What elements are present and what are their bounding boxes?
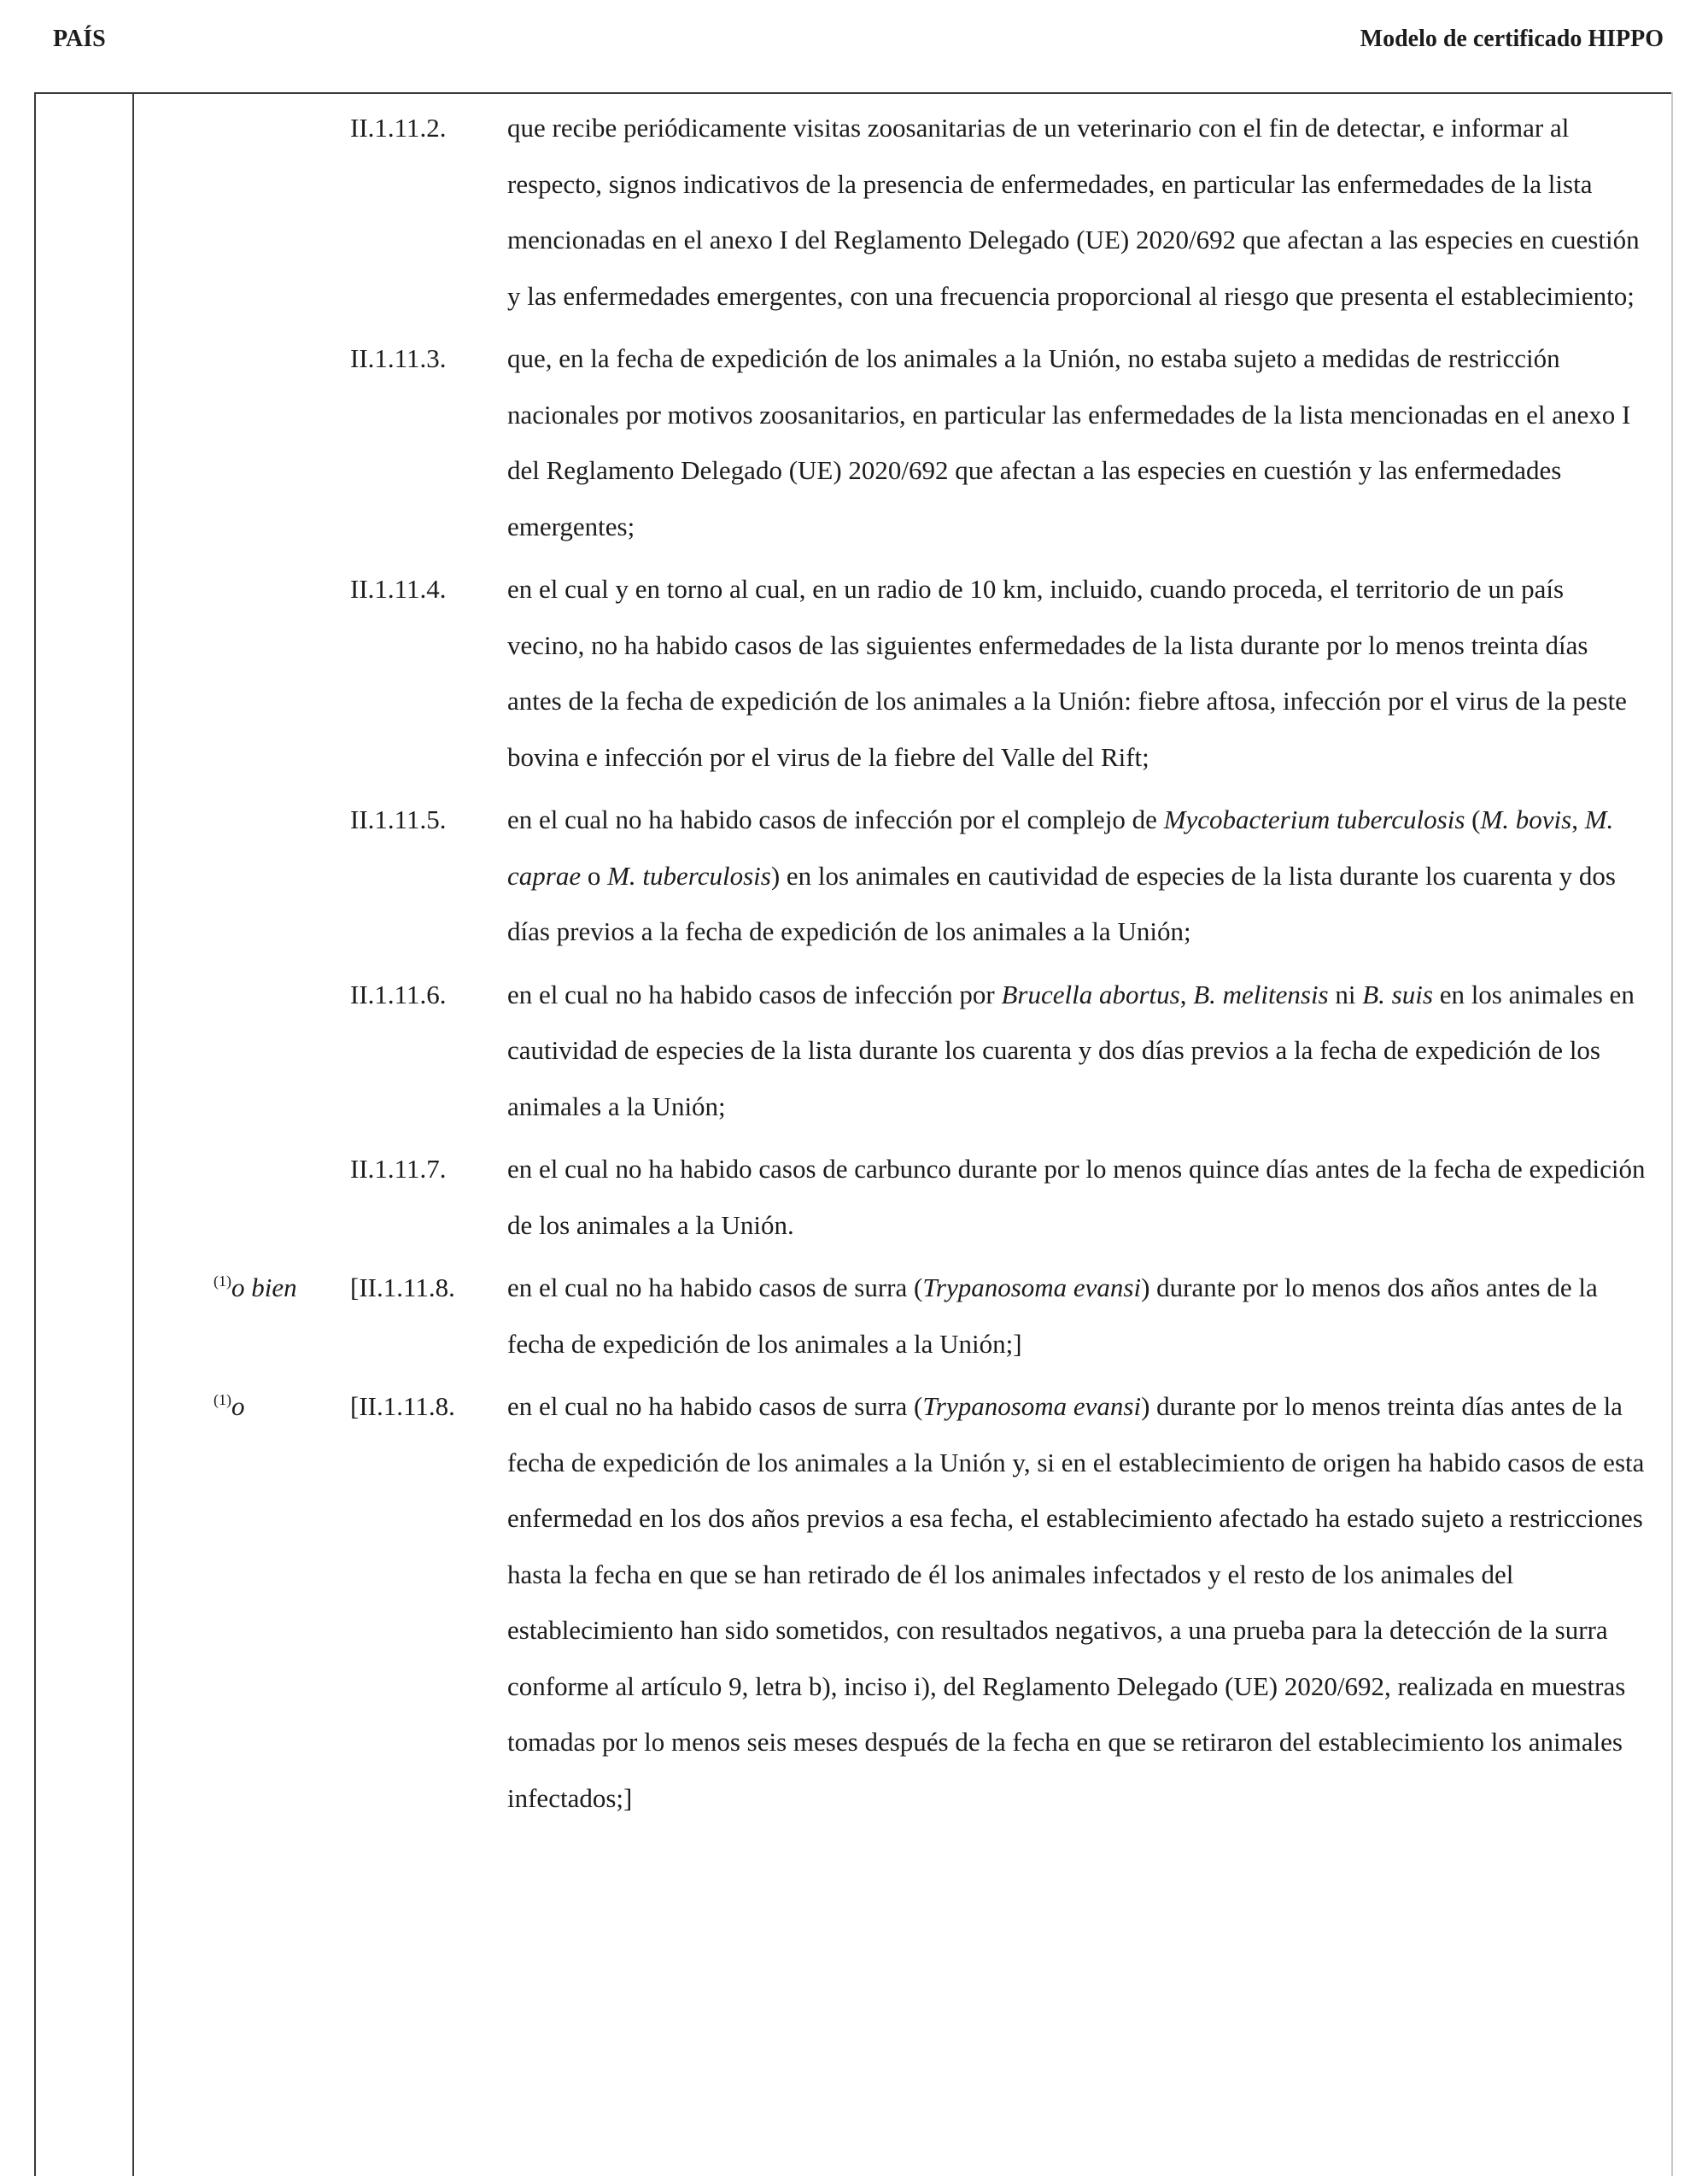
text-segment: , xyxy=(1179,979,1194,1009)
clause-text xyxy=(507,792,1647,960)
clause-text xyxy=(507,561,1647,785)
frame-right-border xyxy=(1671,92,1673,2176)
clause-text xyxy=(507,100,1647,324)
clause-number: [II.1.11.8. xyxy=(350,1272,455,1302)
italic-term: Brucella abortus xyxy=(1001,979,1180,1009)
clause-number: II.1.11.4. xyxy=(350,574,447,604)
text-segment: que recibe periódicamente visitas zoosanitarias de un veterinario con el fin de detectar, e informar al respecto, signos indicativos de la presencia de enfermedades, en particular las enfermedades de la lista mencionadas en el anexo I del Reglamento Delegado (UE) 2020/692 que afectan a las especies en cuestión y las enfermedades emergentes, con una frecuencia proporcional al riesgo que presenta el establecimiento; xyxy=(507,113,1640,311)
frame-margin-border xyxy=(132,92,134,2176)
clause-number: [II.1.11.8. xyxy=(350,1391,455,1421)
clause-item xyxy=(214,792,1665,960)
frame-left-border xyxy=(34,92,36,2176)
header-country: PAÍS xyxy=(53,26,106,52)
text-segment: ) durante por lo menos dos años antes de la fecha de expedición de los animales a la Unión;] xyxy=(507,1272,1598,1359)
italic-term: B. melitensis xyxy=(1193,979,1329,1009)
footnote-marker: (1) xyxy=(214,1272,231,1290)
text-segment: ( xyxy=(1465,804,1481,834)
text-segment: ) durante por lo menos treinta días antes de la fecha de expedición de los animales a la Unión y, si en el establecimiento de origen ha habido casos de esta enfermedad en los dos años previos a esa fecha, el establecimiento afectado ha estado sujeto a restricciones hasta la fecha en que se han retirado de él los animales infectados y el resto de los animales del establecimiento han sido sometidos, con resultados negativos, a una prueba para la detección de la surra conforme al artículo 9, letra b), inciso i), del Reglamento Delegado (UE) 2020/692, realizada en muestras tomadas por lo menos seis meses después de la fecha en que se retiraron del establecimiento los animales infectados;] xyxy=(507,1391,1645,1813)
option-word: o bien xyxy=(231,1272,297,1302)
clause-item xyxy=(214,1141,1665,1253)
italic-term: B. suis xyxy=(1362,979,1433,1009)
clause-item xyxy=(214,100,1665,324)
text-segment: en el cual no ha habido casos de surra ( xyxy=(507,1391,923,1421)
text-segment: ni xyxy=(1328,979,1363,1009)
clause-option-marker xyxy=(214,1378,350,1435)
clause-text xyxy=(507,1378,1647,1826)
text-segment: en el cual no ha habido casos de carbunco durante por lo menos quince días antes de la fecha de expedición de los animales a la Unión. xyxy=(507,1154,1646,1240)
text-segment: en el cual y en torno al cual, en un radio de 10 km, incluido, cuando proceda, el territorio de un país vecino, no ha habido casos de las siguientes enfermedades de la lista durante por lo menos treinta días antes de la fecha de expedición de los animales a la Unión: fiebre aftosa, infección por el virus de la peste bovina e infección por el virus de la fiebre del Valle del Rift; xyxy=(507,574,1627,772)
header-model-title: Modelo de certificado HIPPO xyxy=(1360,26,1664,52)
clause-item xyxy=(214,561,1665,785)
clause-text xyxy=(507,1141,1647,1253)
text-segment: en los animales en cautividad de especies de la lista durante los cuarenta y dos días previos a la fecha de expedición de los animales a la Unión; xyxy=(507,979,1635,1121)
option-word: o xyxy=(231,1391,245,1421)
text-segment: en el cual no ha habido casos de infección por el complejo de xyxy=(507,804,1164,834)
certificate-body xyxy=(214,100,1665,1826)
footnote-marker: (1) xyxy=(214,1391,231,1408)
clause-number: II.1.11.2. xyxy=(350,113,447,143)
italic-term: Trypanosoma evansi xyxy=(922,1391,1142,1421)
clause-option-marker xyxy=(214,1260,350,1316)
italic-term: Mycobacterium tuberculosis xyxy=(1163,804,1465,834)
clause-text xyxy=(507,1260,1647,1372)
clause-number: II.1.11.3. xyxy=(350,343,447,373)
clause-item xyxy=(214,1260,1665,1372)
italic-term: M. bovis xyxy=(1480,804,1572,834)
clause-text xyxy=(507,331,1647,554)
text-segment: , xyxy=(1571,804,1585,834)
clause-number: II.1.11.6. xyxy=(350,979,447,1009)
text-segment: en el cual no ha habido casos de surra ( xyxy=(507,1272,923,1302)
clause-text xyxy=(507,967,1647,1135)
clause-item xyxy=(214,1378,1665,1826)
text-segment: o xyxy=(581,860,608,891)
text-segment: ) en los animales en cautividad de especies de la lista durante los cuarenta y dos días previos a la fecha de expedición de los animales a la Unión; xyxy=(507,860,1616,946)
italic-term: M. tuberculosis xyxy=(607,860,771,891)
clause-item xyxy=(214,331,1665,554)
italic-term: Trypanosoma evansi xyxy=(922,1272,1142,1302)
text-segment: que, en la fecha de expedición de los animales a la Unión, no estaba sujeto a medidas de restricción nacionales por motivos zoosanitarios, en particular las enfermedades de la lista mencionadas en el anexo I del Reglamento Delegado (UE) 2020/692 que afectan a las especies en cuestión y las enfermedades emergentes; xyxy=(507,343,1631,541)
text-segment: en el cual no ha habido casos de infección por xyxy=(507,979,1002,1009)
clause-number: II.1.11.7. xyxy=(350,1154,447,1184)
clause-item xyxy=(214,967,1665,1135)
italic-term: M. caprae xyxy=(507,804,1614,891)
clause-number: II.1.11.5. xyxy=(350,804,447,834)
